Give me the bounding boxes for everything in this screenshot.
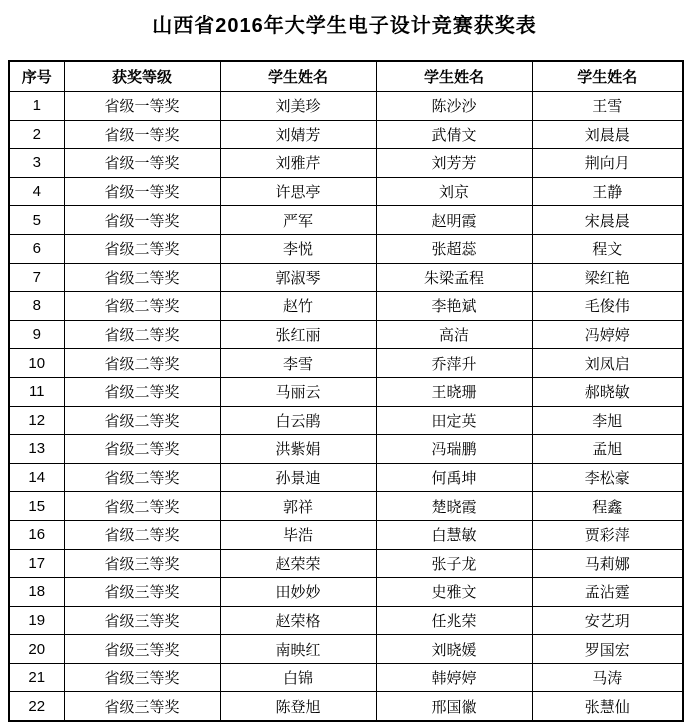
table-row <box>9 349 683 378</box>
student-name-cell: 严军 <box>220 206 376 235</box>
award-level-cell: 省级二等奖 <box>64 234 220 263</box>
row-number-cell: 12 <box>9 406 64 435</box>
student-name-cell: 邢国徽 <box>376 692 532 721</box>
student-name-cell: 荆向月 <box>532 149 683 178</box>
row-number-cell: 4 <box>9 177 64 206</box>
row-number-cell: 22 <box>9 692 64 721</box>
award-level-cell: 省级一等奖 <box>64 149 220 178</box>
table-row <box>9 520 683 549</box>
award-level-cell: 省级三等奖 <box>64 692 220 721</box>
student-name-cell: 毛俊伟 <box>532 292 683 321</box>
student-name-cell: 李雪 <box>220 349 376 378</box>
row-number-cell: 6 <box>9 234 64 263</box>
student-name-cell: 刘美珍 <box>220 92 376 121</box>
student-name-cell: 田定英 <box>376 406 532 435</box>
award-level-cell: 省级三等奖 <box>64 549 220 578</box>
table-row <box>9 635 683 664</box>
award-level-cell: 省级二等奖 <box>64 463 220 492</box>
student-name-cell: 王晓珊 <box>376 377 532 406</box>
student-name-cell: 安艺玥 <box>532 606 683 635</box>
row-number-cell: 20 <box>9 635 64 664</box>
row-number-cell: 14 <box>9 463 64 492</box>
student-name-cell: 刘芳芳 <box>376 149 532 178</box>
row-number-cell: 13 <box>9 435 64 464</box>
row-number-cell: 15 <box>9 492 64 521</box>
table-row <box>9 492 683 521</box>
award-level-cell: 省级二等奖 <box>64 292 220 321</box>
award-level-cell: 省级一等奖 <box>64 92 220 121</box>
table-row <box>9 692 683 721</box>
award-level-cell: 省级一等奖 <box>64 206 220 235</box>
student-name-cell: 高洁 <box>376 320 532 349</box>
table-row <box>9 606 683 635</box>
student-name-cell: 白锦 <box>220 663 376 692</box>
award-level-cell: 省级二等奖 <box>64 349 220 378</box>
award-level-cell: 省级三等奖 <box>64 635 220 664</box>
student-name-cell: 刘凤启 <box>532 349 683 378</box>
student-name-cell: 陈沙沙 <box>376 92 532 121</box>
award-table-body <box>9 92 683 722</box>
student-name-cell: 程鑫 <box>532 492 683 521</box>
row-number-cell: 5 <box>9 206 64 235</box>
student-name-cell: 程文 <box>532 234 683 263</box>
award-level-cell: 省级一等奖 <box>64 177 220 206</box>
student-name-cell: 冯婷婷 <box>532 320 683 349</box>
row-number-cell: 1 <box>9 92 64 121</box>
award-table-header <box>9 61 683 92</box>
student-name-cell: 楚晓霞 <box>376 492 532 521</box>
student-name-cell: 梁红艳 <box>532 263 683 292</box>
page-title: 山西省2016年大学生电子设计竞赛获奖表 <box>152 15 537 37</box>
row-number-cell: 19 <box>9 606 64 635</box>
award-level-cell: 省级三等奖 <box>64 606 220 635</box>
student-name-cell: 白云鹃 <box>220 406 376 435</box>
student-name-cell: 王静 <box>532 177 683 206</box>
student-name-cell: 许思亭 <box>220 177 376 206</box>
table-row <box>9 549 683 578</box>
row-number-cell: 8 <box>9 292 64 321</box>
table-row <box>9 92 683 121</box>
student-name-cell: 刘晨晨 <box>532 120 683 149</box>
header-cell-student-2: 学生姓名 <box>376 61 532 92</box>
student-name-cell: 孟沾霆 <box>532 578 683 607</box>
header-cell-student-3: 学生姓名 <box>532 61 683 92</box>
row-number-cell: 2 <box>9 120 64 149</box>
row-number-cell: 11 <box>9 377 64 406</box>
student-name-cell: 洪紫娟 <box>220 435 376 464</box>
header-row <box>9 61 683 92</box>
table-row <box>9 263 683 292</box>
table-row <box>9 177 683 206</box>
table-row <box>9 234 683 263</box>
student-name-cell: 乔萍升 <box>376 349 532 378</box>
award-level-cell: 省级二等奖 <box>64 320 220 349</box>
award-table <box>8 60 684 722</box>
student-name-cell: 郭祥 <box>220 492 376 521</box>
student-name-cell: 贾彩萍 <box>532 520 683 549</box>
table-row <box>9 663 683 692</box>
student-name-cell: 武倩文 <box>376 120 532 149</box>
student-name-cell: 李旭 <box>532 406 683 435</box>
student-name-cell: 史雅文 <box>376 578 532 607</box>
table-row <box>9 377 683 406</box>
award-level-cell: 省级三等奖 <box>64 663 220 692</box>
student-name-cell: 赵荣格 <box>220 606 376 635</box>
student-name-cell: 何禹坤 <box>376 463 532 492</box>
student-name-cell: 李悦 <box>220 234 376 263</box>
student-name-cell: 张慧仙 <box>532 692 683 721</box>
student-name-cell: 孙景迪 <box>220 463 376 492</box>
student-name-cell: 郝晓敏 <box>532 377 683 406</box>
student-name-cell: 白慧敏 <box>376 520 532 549</box>
student-name-cell: 马丽云 <box>220 377 376 406</box>
student-name-cell: 赵明霞 <box>376 206 532 235</box>
student-name-cell: 马涛 <box>532 663 683 692</box>
award-level-cell: 省级二等奖 <box>64 520 220 549</box>
table-row <box>9 406 683 435</box>
row-number-cell: 16 <box>9 520 64 549</box>
row-number-cell: 17 <box>9 549 64 578</box>
row-number-cell: 18 <box>9 578 64 607</box>
student-name-cell: 刘雅芹 <box>220 149 376 178</box>
table-row <box>9 149 683 178</box>
student-name-cell: 马莉娜 <box>532 549 683 578</box>
student-name-cell: 王雪 <box>532 92 683 121</box>
student-name-cell: 罗国宏 <box>532 635 683 664</box>
student-name-cell: 李松豪 <box>532 463 683 492</box>
table-row <box>9 292 683 321</box>
student-name-cell: 刘京 <box>376 177 532 206</box>
student-name-cell: 毕浩 <box>220 520 376 549</box>
table-row <box>9 206 683 235</box>
student-name-cell: 任兆荣 <box>376 606 532 635</box>
award-level-cell: 省级二等奖 <box>64 263 220 292</box>
student-name-cell: 张超蕊 <box>376 234 532 263</box>
student-name-cell: 田妙妙 <box>220 578 376 607</box>
header-cell-award-level: 获奖等级 <box>64 61 220 92</box>
student-name-cell: 冯瑞鹏 <box>376 435 532 464</box>
award-level-cell: 省级一等奖 <box>64 120 220 149</box>
header-cell-student-1: 学生姓名 <box>220 61 376 92</box>
table-row <box>9 320 683 349</box>
award-level-cell: 省级二等奖 <box>64 406 220 435</box>
award-level-cell: 省级二等奖 <box>64 492 220 521</box>
student-name-cell: 李艳斌 <box>376 292 532 321</box>
header-cell-number: 序号 <box>9 61 64 92</box>
row-number-cell: 21 <box>9 663 64 692</box>
award-level-cell: 省级二等奖 <box>64 377 220 406</box>
student-name-cell: 陈登旭 <box>220 692 376 721</box>
award-level-cell: 省级三等奖 <box>64 578 220 607</box>
award-level-cell: 省级二等奖 <box>64 435 220 464</box>
row-number-cell: 9 <box>9 320 64 349</box>
table-row <box>9 578 683 607</box>
student-name-cell: 孟旭 <box>532 435 683 464</box>
student-name-cell: 刘婧芳 <box>220 120 376 149</box>
table-row <box>9 120 683 149</box>
row-number-cell: 3 <box>9 149 64 178</box>
student-name-cell: 刘晓媛 <box>376 635 532 664</box>
student-name-cell: 郭淑琴 <box>220 263 376 292</box>
row-number-cell: 7 <box>9 263 64 292</box>
student-name-cell: 赵荣荣 <box>220 549 376 578</box>
student-name-cell: 韩婷婷 <box>376 663 532 692</box>
student-name-cell: 南映红 <box>220 635 376 664</box>
student-name-cell: 赵竹 <box>220 292 376 321</box>
student-name-cell: 张红丽 <box>220 320 376 349</box>
student-name-cell: 宋晨晨 <box>532 206 683 235</box>
table-row <box>9 435 683 464</box>
row-number-cell: 10 <box>9 349 64 378</box>
student-name-cell: 张子龙 <box>376 549 532 578</box>
student-name-cell: 朱梁孟程 <box>376 263 532 292</box>
table-row <box>9 463 683 492</box>
